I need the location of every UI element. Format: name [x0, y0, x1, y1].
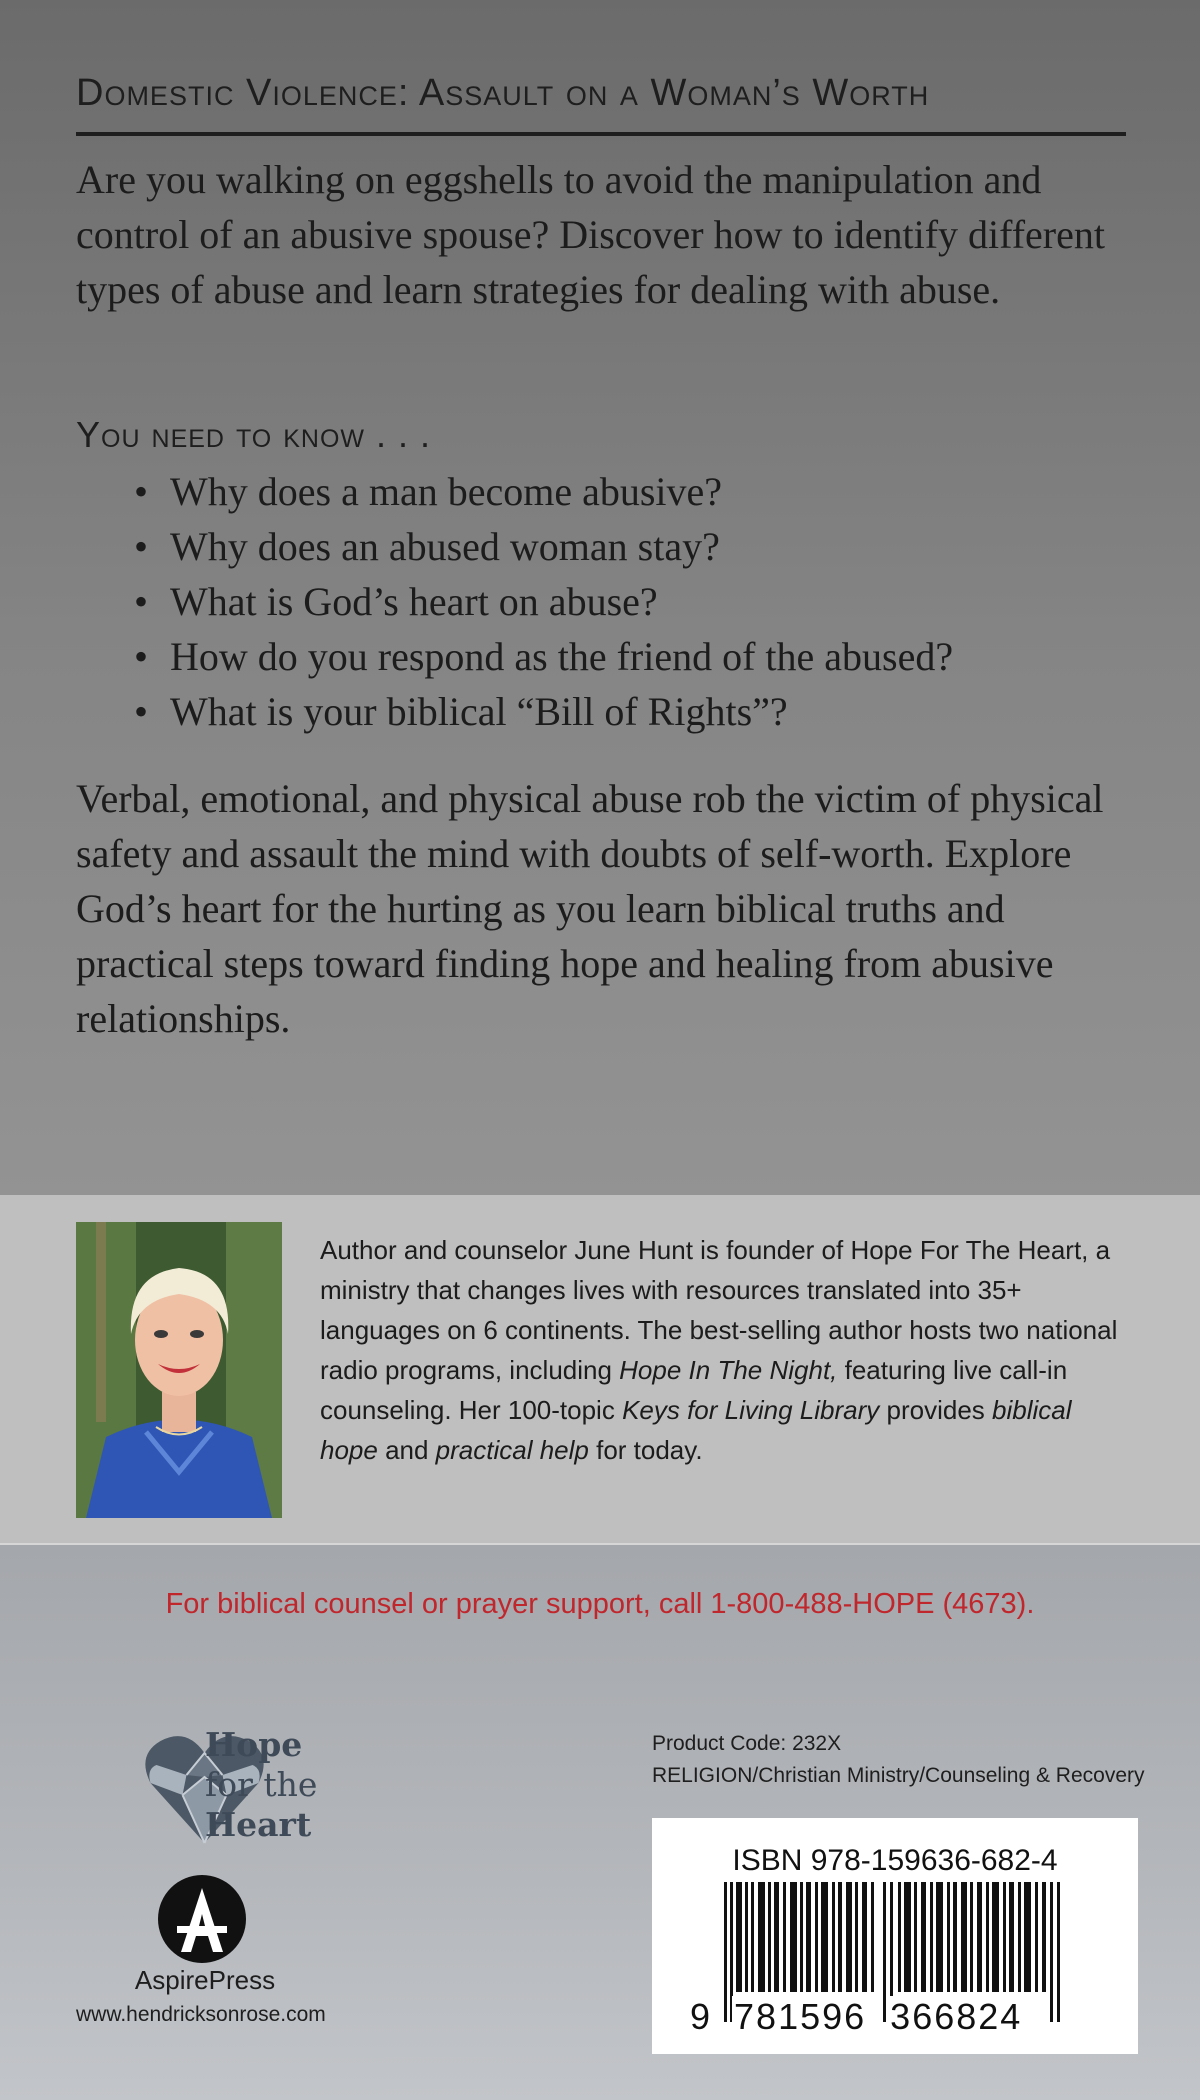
list-item: • Why does a man become abusive? [130, 464, 953, 519]
book-title: Domestic Violence: Assault on a Woman’s Worth [76, 72, 930, 114]
aspire-press-wordmark: AspirePress [134, 1965, 276, 1995]
author-photo [76, 1222, 282, 1518]
barcode-box [652, 1818, 1138, 2054]
bullet-icon: • [134, 689, 149, 734]
list-item: • What is your biblical “Bill of Rights”? [130, 684, 953, 739]
title-rule [76, 132, 1126, 136]
list-item: • How do you respond as the friend of the abused? [130, 629, 953, 684]
isbn-digits: 9 781596 366824 [690, 1996, 1023, 2037]
publisher-website: www.hendricksonrose.com [76, 2003, 326, 2026]
product-code: Product Code: 232X [652, 1732, 842, 1755]
category-line: RELIGION/Christian Ministry/Counseling & Recovery [652, 1764, 1145, 1787]
bullet-icon: • [134, 469, 149, 514]
you-need-to-know-heading: You need to know . . . [76, 414, 432, 455]
hope-for-the-heart-logo: Hope for the Heart [205, 1725, 318, 1844]
author-bio: Author and counselor June Hunt is founder of Hope For The Heart, a ministry that changes lives with resources translated into 35+ languages on 6 continents. The best-selling author hosts two national radio programs, including Hope In The Night, featuring live call-in counseling. Her 100-topic Keys for Living Library provides biblical hope and practical help for today. [320, 1235, 1118, 1465]
intro-paragraph: Are you walking on eggshells to avoid the manipulation and control of an abusive spouse? Discover how to identify different types of abuse and learn strategies for dealing with abuse. [76, 157, 1105, 312]
outro-paragraph: Verbal, emotional, and physical abuse rob the victim of physical safety and assault the mind with doubts of self-worth. Explore God’s heart for the hurting as you learn biblical truths and practical steps toward finding hope and healing from abusive relationships. [76, 776, 1104, 1041]
bullet-icon: • [134, 634, 149, 679]
question-list [130, 464, 953, 739]
bullet-icon: • [134, 579, 149, 624]
bullet-icon: • [134, 524, 149, 569]
list-item: • What is God’s heart on abuse? [130, 574, 953, 629]
aspire-press-logo-icon [157, 1874, 247, 1964]
list-item: • Why does an abused woman stay? [130, 519, 953, 574]
isbn-label: ISBN 978-159636-682-4 [732, 1844, 1058, 1877]
product-info [652, 1728, 1145, 1792]
prayer-support-callout: For biblical counsel or prayer support, call 1-800-488-HOPE (4673). [165, 1588, 1035, 1620]
